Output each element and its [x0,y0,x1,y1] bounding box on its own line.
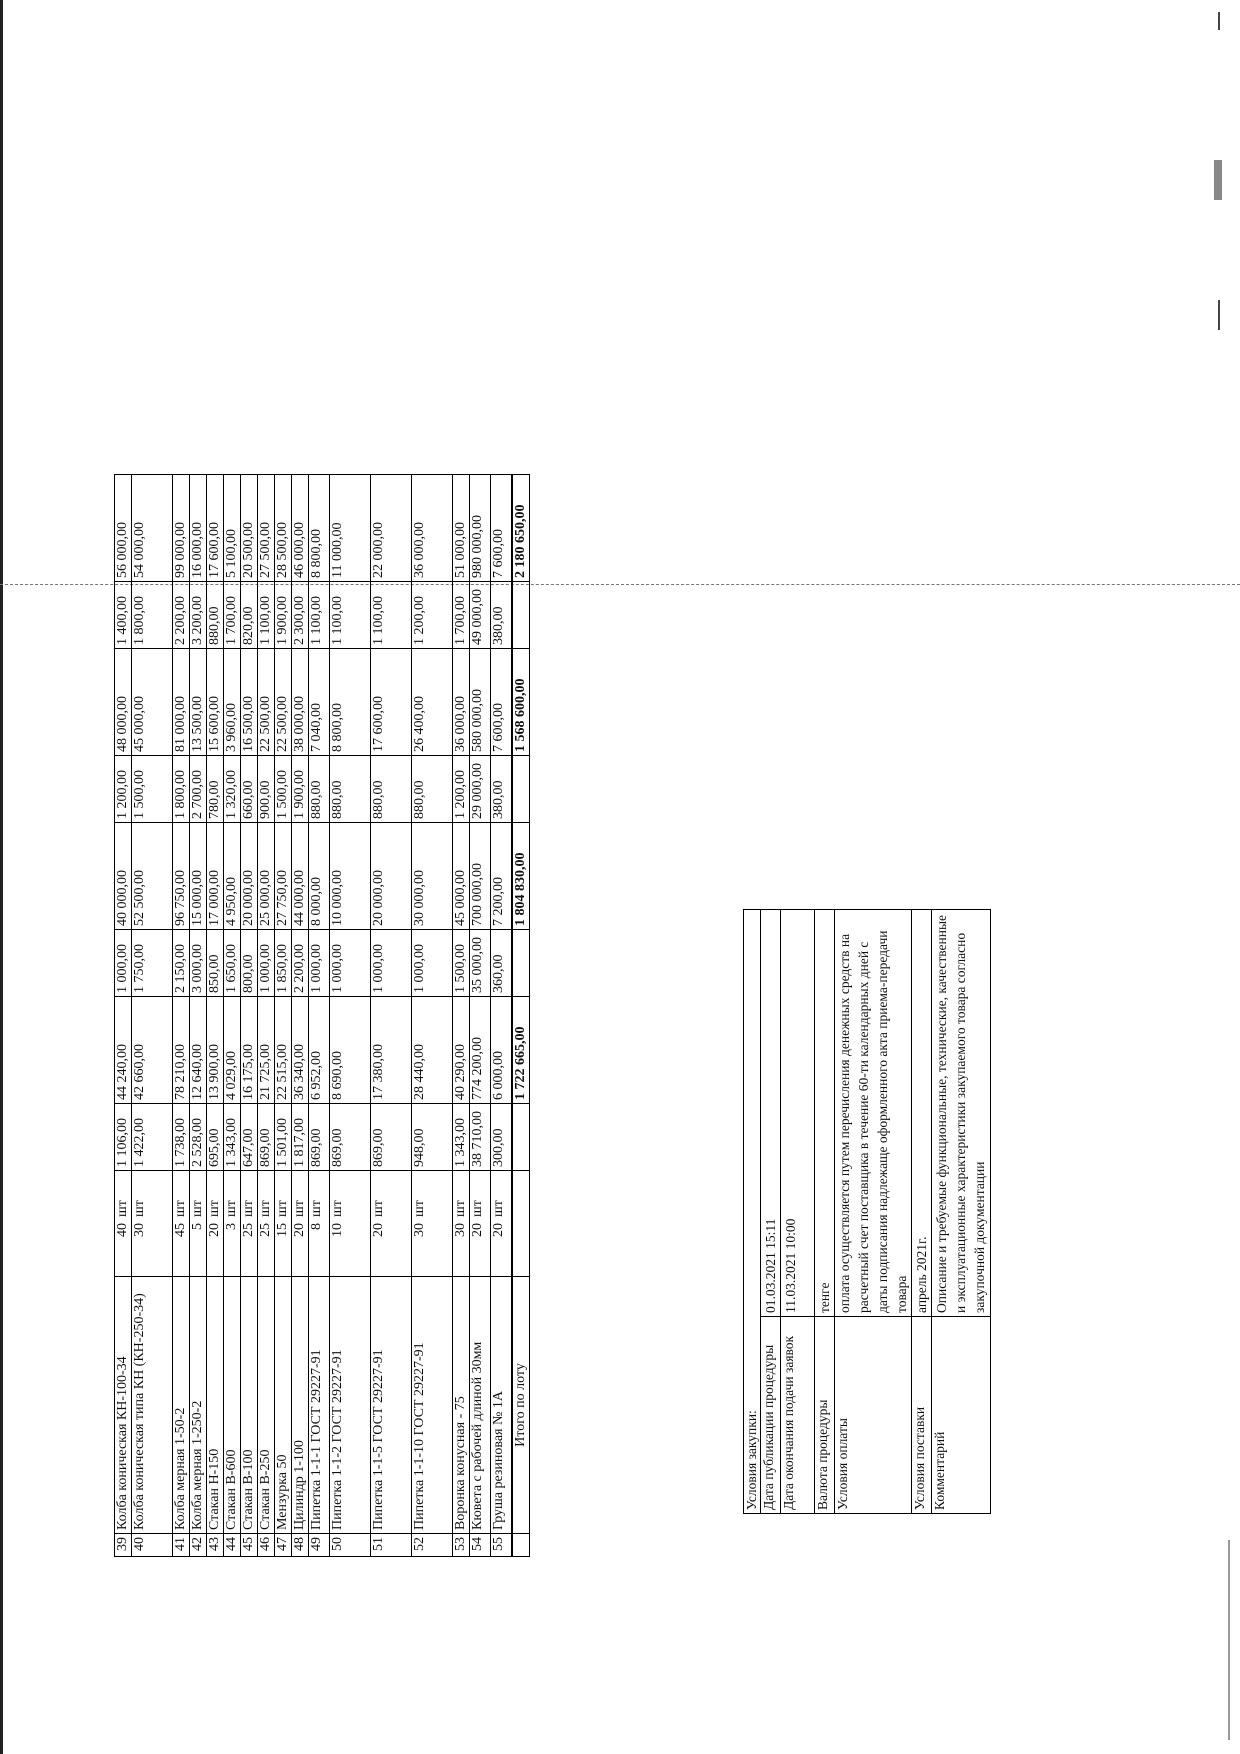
sum-2: 4 950,00 [224,823,241,930]
price-1: 869,00 [371,1104,412,1171]
sum-3: 13 500,00 [190,649,207,756]
item-name: Воронка конусная - 75 [453,1277,470,1534]
sum-4: 11 000,00 [330,475,371,582]
price-2: 1 750,00 [132,930,173,997]
price-2: 35 000,00 [470,930,491,997]
sum-3: 17 600,00 [371,649,412,756]
sum-2: 30 000,00 [412,823,453,930]
sum-1: 21 725,00 [258,997,275,1104]
sum-1: 774 200,00 [470,997,491,1104]
sum-1: 17 380,00 [371,997,412,1104]
item-name: Груша резиновая № 1А [491,1277,513,1534]
price-1: 1 738,00 [173,1104,190,1171]
item-number: 48 [292,1534,309,1557]
price-4: 1 700,00 [453,582,470,649]
condition-key: Комментарий [932,1317,991,1514]
sum-4: 28 500,00 [275,475,292,582]
table-row [309,475,330,1557]
table-row [275,475,292,1557]
item-name: Стакан Н-150 [207,1277,224,1534]
total-4: 2 180 650,00 [512,475,530,582]
total-label: Итого по лоту [512,1277,530,1534]
table-row [470,475,491,1557]
item-unit: шт [132,1171,173,1221]
sum-3: 36 000,00 [453,649,470,756]
item-number: 53 [453,1534,470,1557]
item-quantity: 25 [241,1220,258,1277]
price-3: 880,00 [330,756,371,823]
item-name: Колба коническая КН-100-34 [115,1277,132,1534]
item-quantity: 3 [224,1220,241,1277]
sum-4: 51 000,00 [453,475,470,582]
price-4: 1 800,00 [132,582,173,649]
item-unit: шт [470,1171,491,1221]
price-1: 300,00 [491,1104,513,1171]
price-3: 900,00 [258,756,275,823]
item-name: Мензурка 50 [275,1277,292,1534]
item-name: Колба мерная 1-50-2 [173,1277,190,1534]
sum-2: 27 750,00 [275,823,292,930]
sum-2: 45 000,00 [453,823,470,930]
item-quantity: 40 [115,1220,132,1277]
conditions-table [743,909,991,1514]
price-2: 1 000,00 [115,930,132,997]
item-unit: шт [190,1171,207,1221]
item-unit: шт [275,1171,292,1221]
item-unit: шт [258,1171,275,1221]
item-number: 52 [412,1534,453,1557]
item-name: Пипетка 1-1-10 ГОСТ 29227-91 [412,1277,453,1534]
price-4: 49 000,00 [470,582,491,649]
item-quantity: 20 [371,1220,412,1277]
sum-3: 16 500,00 [241,649,258,756]
item-quantity: 30 [453,1220,470,1277]
sum-2: 8 000,00 [309,823,330,930]
price-3: 880,00 [412,756,453,823]
sum-1: 40 290,00 [453,997,470,1104]
price-3: 1 800,00 [173,756,190,823]
sum-3: 7 600,00 [491,649,513,756]
item-name: Пипетка 1-1-5 ГОСТ 29227-91 [371,1277,412,1534]
condition-row [835,910,912,1514]
sum-4: 980 000,00 [470,475,491,582]
item-quantity: 30 [132,1220,173,1277]
price-4: 880,00 [207,582,224,649]
sum-1: 22 515,00 [275,997,292,1104]
table-row [207,475,224,1557]
item-number: 45 [241,1534,258,1557]
sum-2: 52 500,00 [132,823,173,930]
condition-value: 11.03.2021 10:00 [781,910,815,1317]
sum-2: 700 000,00 [470,823,491,930]
sum-1: 36 340,00 [292,997,309,1104]
total-1: 1 722 665,00 [512,997,530,1104]
price-4: 1 100,00 [371,582,412,649]
sum-1: 4 029,00 [224,997,241,1104]
sum-3: 8 800,00 [330,649,371,756]
item-number: 42 [190,1534,207,1557]
item-number: 46 [258,1534,275,1557]
sum-4: 99 000,00 [173,475,190,582]
price-4: 1 100,00 [258,582,275,649]
total-row [512,475,530,1557]
item-unit: шт [412,1171,453,1221]
table-row [412,475,453,1557]
price-1: 1 343,00 [224,1104,241,1171]
price-3: 660,00 [241,756,258,823]
item-name: Колба мерная 1-250-2 [190,1277,207,1534]
sum-1: 28 440,00 [412,997,453,1104]
price-2: 3 000,00 [190,930,207,997]
item-quantity: 20 [207,1220,224,1277]
sum-3: 7 040,00 [309,649,330,756]
price-3: 2 700,00 [190,756,207,823]
sum-4: 27 500,00 [258,475,275,582]
condition-key: Условия оплаты [835,1317,912,1514]
sum-1: 16 175,00 [241,997,258,1104]
item-number: 47 [275,1534,292,1557]
item-name: Кювета с рабочей длиной 30мм [470,1277,491,1534]
sum-3: 26 400,00 [412,649,453,756]
sum-4: 22 000,00 [371,475,412,582]
item-name: Стакан В-600 [224,1277,241,1534]
price-2: 1 850,00 [275,930,292,997]
sum-2: 20 000,00 [241,823,258,930]
condition-row [912,910,932,1514]
price-1: 1 422,00 [132,1104,173,1171]
sum-2: 17 000,00 [207,823,224,930]
price-1: 695,00 [207,1104,224,1171]
sum-3: 48 000,00 [115,649,132,756]
conditions-header: Условия закупки: [744,910,761,1514]
item-quantity: 30 [412,1220,453,1277]
sum-2: 20 000,00 [371,823,412,930]
item-quantity: 25 [258,1220,275,1277]
price-4: 380,00 [491,582,513,649]
item-name: Пипетка 1-1-2 ГОСТ 29227-91 [330,1277,371,1534]
item-unit: шт [207,1171,224,1221]
price-3: 880,00 [309,756,330,823]
sum-3: 22 500,00 [275,649,292,756]
price-1: 1 817,00 [292,1104,309,1171]
sum-4: 16 000,00 [190,475,207,582]
item-quantity: 15 [275,1220,292,1277]
price-4: 3 200,00 [190,582,207,649]
item-quantity: 5 [190,1220,207,1277]
sum-4: 7 600,00 [491,475,513,582]
sum-3: 45 000,00 [132,649,173,756]
total-2: 1 804 830,00 [512,823,530,930]
price-1: 869,00 [330,1104,371,1171]
item-name: Стакан В-100 [241,1277,258,1534]
table-row [371,475,412,1557]
item-unit: шт [173,1171,190,1221]
sum-2: 25 000,00 [258,823,275,930]
item-number: 44 [224,1534,241,1557]
sum-3: 38 000,00 [292,649,309,756]
item-number: 54 [470,1534,491,1557]
sum-3: 580 000,00 [470,649,491,756]
sum-1: 44 240,00 [115,997,132,1104]
sum-4: 20 500,00 [241,475,258,582]
table-row [132,475,173,1557]
sum-4: 36 000,00 [412,475,453,582]
item-name: Цилиндр 1-100 [292,1277,309,1534]
item-quantity: 20 [292,1220,309,1277]
item-unit: шт [115,1171,132,1221]
item-unit: шт [453,1171,470,1221]
condition-row [761,910,781,1514]
item-quantity: 20 [491,1220,513,1277]
item-number: 49 [309,1534,330,1557]
condition-value: тенге [815,910,835,1317]
item-quantity: 20 [470,1220,491,1277]
table-row [292,475,309,1557]
price-4: 1 100,00 [309,582,330,649]
item-quantity: 45 [173,1220,190,1277]
price-1: 1 343,00 [453,1104,470,1171]
price-2: 2 200,00 [292,930,309,997]
sum-1: 78 210,00 [173,997,190,1104]
condition-value: 01.03.2021 15:11 [761,910,781,1317]
sum-2: 10 000,00 [330,823,371,930]
condition-row [781,910,815,1514]
price-4: 1 400,00 [115,582,132,649]
price-1: 38 710,00 [470,1104,491,1171]
price-4: 1 100,00 [330,582,371,649]
sum-1: 6 952,00 [309,997,330,1104]
item-unit: шт [491,1171,513,1221]
item-unit: шт [224,1171,241,1221]
item-number: 50 [330,1534,371,1557]
price-4: 2 200,00 [173,582,190,649]
price-3: 1 900,00 [292,756,309,823]
item-unit: шт [330,1171,371,1221]
price-2: 800,00 [241,930,258,997]
table-row [115,475,132,1557]
sum-3: 22 500,00 [258,649,275,756]
price-2: 1 000,00 [371,930,412,997]
price-3: 880,00 [371,756,412,823]
price-4: 1 700,00 [224,582,241,649]
condition-value: Описание и требуемые функциональные, технические, качественные и эксплуатационные характеристики закупаемого товара согласно закупочной документации [932,910,991,1317]
item-name: Пипетка 1-1-1 ГОСТ 29227-91 [309,1277,330,1534]
condition-row [815,910,835,1514]
price-1: 647,00 [241,1104,258,1171]
sum-1: 6 000,00 [491,997,513,1104]
sum-2: 40 000,00 [115,823,132,930]
price-3: 1 200,00 [453,756,470,823]
condition-value: апрель 2021г. [912,910,932,1317]
price-2: 1 000,00 [309,930,330,997]
sum-1: 42 660,00 [132,997,173,1104]
condition-key: Дата публикации процедуры [761,1317,781,1514]
sum-2: 44 000,00 [292,823,309,930]
item-number: 40 [132,1534,173,1557]
condition-value: оплата осуществляется путем перечисления денежных средств на расчетный счет поставщика в течение 60-ти календарных дней с даты подписания надлежаще оформленного акта приема-передачи товара [835,910,912,1317]
price-2: 1 000,00 [412,930,453,997]
price-3: 780,00 [207,756,224,823]
sum-1: 12 640,00 [190,997,207,1104]
sum-2: 15 000,00 [190,823,207,930]
price-1: 1 106,00 [115,1104,132,1171]
item-name: Колба коническая типа КН (КН-250-34) [132,1277,173,1534]
table-row [330,475,371,1557]
item-number: 43 [207,1534,224,1557]
sum-4: 56 000,00 [115,475,132,582]
sum-1: 8 690,00 [330,997,371,1104]
sum-4: 8 800,00 [309,475,330,582]
item-number: 51 [371,1534,412,1557]
item-quantity: 10 [330,1220,371,1277]
sum-3: 3 960,00 [224,649,241,756]
price-2: 1 000,00 [330,930,371,997]
price-2: 2 150,00 [173,930,190,997]
table-row [453,475,470,1557]
price-3: 380,00 [491,756,513,823]
condition-row [932,910,991,1514]
table-row [173,475,190,1557]
item-number: 55 [491,1534,513,1557]
sum-2: 7 200,00 [491,823,513,930]
sum-3: 81 000,00 [173,649,190,756]
price-2: 1 000,00 [258,930,275,997]
item-unit: шт [309,1171,330,1221]
price-4: 2 300,00 [292,582,309,649]
price-1: 869,00 [309,1104,330,1171]
price-3: 1 500,00 [132,756,173,823]
price-4: 1 900,00 [275,582,292,649]
table-row [190,475,207,1557]
price-1: 2 528,00 [190,1104,207,1171]
price-3: 1 320,00 [224,756,241,823]
sum-4: 46 000,00 [292,475,309,582]
price-1: 948,00 [412,1104,453,1171]
table-row [258,475,275,1557]
price-2: 850,00 [207,930,224,997]
table-row [491,475,513,1557]
sum-4: 5 100,00 [224,475,241,582]
price-2: 360,00 [491,930,513,997]
item-quantity: 8 [309,1220,330,1277]
item-unit: шт [371,1171,412,1221]
item-unit: шт [241,1171,258,1221]
table-row [224,475,241,1557]
condition-key: Условия поставки [912,1317,932,1514]
price-2: 1 650,00 [224,930,241,997]
price-3: 1 200,00 [115,756,132,823]
table-row [241,475,258,1557]
price-2: 1 500,00 [453,930,470,997]
sum-4: 54 000,00 [132,475,173,582]
price-4: 820,00 [241,582,258,649]
price-3: 1 500,00 [275,756,292,823]
condition-key: Дата окончания подачи заявок [781,1317,815,1514]
price-4: 1 200,00 [412,582,453,649]
sum-1: 13 900,00 [207,997,224,1104]
price-table [114,474,530,1557]
condition-key: Валюта процедуры [815,1317,835,1514]
item-name: Стакан В-250 [258,1277,275,1534]
item-number: 39 [115,1534,132,1557]
sum-2: 96 750,00 [173,823,190,930]
sum-4: 17 600,00 [207,475,224,582]
item-number: 41 [173,1534,190,1557]
price-1: 869,00 [258,1104,275,1171]
price-3: 29 000,00 [470,756,491,823]
sum-3: 15 600,00 [207,649,224,756]
total-3: 1 568 600,00 [512,649,530,756]
price-1: 1 501,00 [275,1104,292,1171]
item-unit: шт [292,1171,309,1221]
